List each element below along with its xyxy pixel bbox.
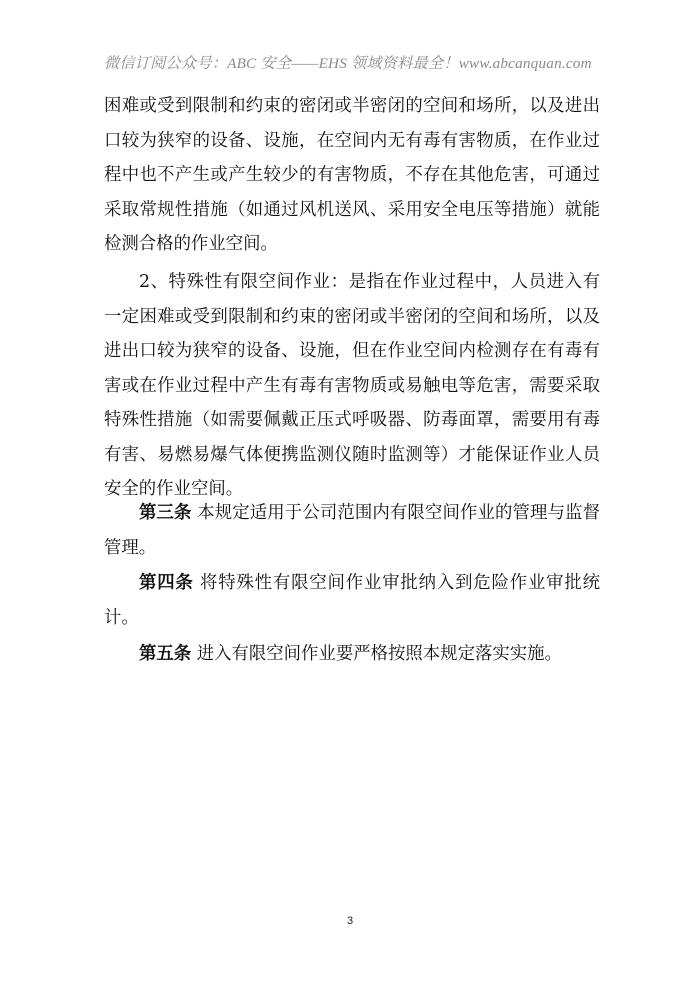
article-five-label: 第五条 (139, 644, 192, 664)
article-four-text: 将特殊性有限空间作业审批纳入到危险作业审批统计。 (104, 573, 600, 628)
header-watermark: 微信订阅公众号：ABC 安全——EHS 领域资料最全！www.abcanquan.com (104, 55, 592, 72)
page-number: 3 (346, 915, 354, 927)
paragraph-special-confined-space: 2、特殊性有限空间作业：是指在作业过程中，人员进入有一定困难或受到限制和约束的密闭或半密闭的空间和场所，以及进出口较为狭窄的设备、设施，但在作业空间内检测存在有毒有害或在作业过程中产生有毒有害物质或易触电等危害，需要采取特殊性措施（如需要佩戴正压式呼吸器、防毒面罩，需要用有毒有害、易燃易爆气体便携监测仪随时监测等）才能保证作业人员安全的作业空间。 (104, 272, 600, 499)
article-four (104, 566, 600, 635)
article-five-text: 进入有限空间作业要严格按照本规定落实实施。 (191, 644, 562, 664)
article-four-label: 第四条 (139, 573, 194, 593)
article-five (104, 637, 600, 672)
article-three-text: 本规定适用于公司范围内有限空间作业的管理与监督管理。 (104, 503, 600, 558)
article-three (104, 496, 600, 565)
article-three-label: 第三条 (139, 503, 192, 523)
paragraph-continued: 困难或受到限制和约束的密闭或半密闭的空间和场所，以及进出口较为狭窄的设备、设施，在空间内无有毒有害物质，在作业过程中也不产生或产生较少的有害物质，不存在其他危害，可通过采取常规性措施（如通过风机送风、采用安全电压等措施）就能检测合格的作业空间。 (104, 96, 600, 254)
